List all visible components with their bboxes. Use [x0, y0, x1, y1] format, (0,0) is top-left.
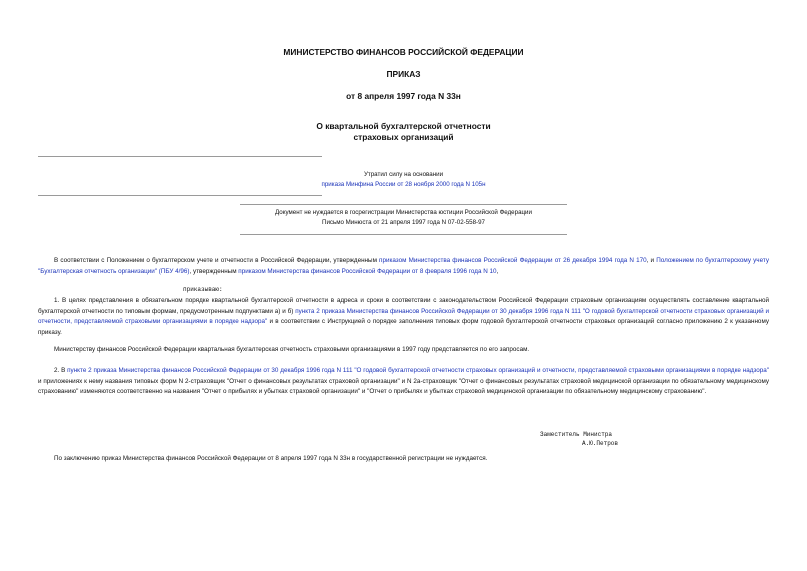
order-111-clause-2-link[interactable]: пункте 2 приказа Министерства финансов Российской Федерации от 30 декабря 1996 года N 111 "О годовой бухгалтерской отчетности страховых организаций и отчетности, представляемой страховыми организациями в порядке надзора" [67, 367, 769, 374]
ministry-heading: МИНИСТЕРСТВО ФИНАНСОВ РОССИЙСКОЙ ФЕДЕРАЦИИ [283, 47, 524, 57]
registration-note-line-1: Документ не нуждается в госрегистрации Министерства юстиции Российской Федерации [275, 209, 532, 216]
doc-date-number: от 8 апреля 1997 года N 33н [346, 91, 461, 101]
signature-name: А.Ю.Петров [582, 440, 619, 447]
pbu-4-96-link[interactable]: Положением по бухгалтерскому учету "Бухгалтерская отчетность организации" (ПБУ 4/96) [38, 257, 769, 275]
intro-text: , утвержденным [189, 267, 239, 275]
order-word: приказываю: [183, 286, 223, 293]
conclusion-paragraph: По заключению приказ Министерства финансов Российской Федерации от 8 апреля 1997 года N 33н в государственной регистрации не нуждается. [54, 455, 488, 462]
paragraph-text: и в соответствии с Инструкцией о порядке заполнения типовых форм годовой бухгалтерской отчетности страховых организаций согласно приложению 2 к указанному приказу. [38, 318, 769, 336]
divider [240, 204, 567, 205]
repeal-order-link[interactable]: приказа Минфина России от 28 ноября 2000 года N 105н [321, 181, 486, 188]
order-111-link[interactable]: пункта 2 приказа Министерства финансов Российской Федерации от 30 декабря 1996 года N 111 "О годовой бухгалтерской отчетности страховых организаций и отчетности, представляемой страховыми организациями в порядке надзора" [38, 307, 769, 325]
divider [240, 234, 567, 235]
order-10-link[interactable]: приказом Министерства финансов Российской Федерации от 8 февраля 1996 года N 10 [238, 267, 497, 275]
doc-title-line-2: страховых организаций [353, 132, 454, 142]
intro-paragraph [38, 256, 769, 277]
signature-position: Заместитель Министра [540, 431, 613, 438]
divider [38, 195, 322, 196]
doc-type-heading: ПРИКАЗ [386, 69, 421, 79]
intro-text: , и [646, 257, 657, 264]
paragraph-1 [38, 296, 769, 338]
intro-text: , [496, 267, 499, 275]
status-note: Утратил силу на основании [363, 171, 444, 178]
divider [38, 156, 322, 157]
paragraph-text: и приложениях к нему названия типовых форм N 2-страховщик "Отчет о финансовых результатах страховой организации" и N 2а-страховщик "Отчет о финансовых результатах страховой медицинской организации по обязательному медицинскому страхованию" изменяются соответственно на названия "Отчет о прибылях и убытках страховой организации" и "Отчет о прибылях и убытках страховой медицинской организации по обязательному медицинскому страхованию". [38, 377, 769, 395]
paragraph-text: 2. В [54, 367, 68, 374]
paragraph-text: 1. В целях представления в обязательном порядке квартальной бухгалтерской отчетности в адреса и сроки в соответствии с законодательством Российской Федерации страховым организациям осуществлять составление квартальной бухгалтерской отчетности по типовым формам, предусмотренным подпунктами а) и б) [38, 297, 769, 315]
doc-title-line-1: О квартальной бухгалтерской отчетности [316, 121, 491, 131]
info-paragraph: Министерству финансов Российской Федерации квартальная бухгалтерская отчетность страховыми организациями в 1997 году представляется по его запросам. [54, 346, 530, 353]
intro-text: В соответствии с Положением о бухгалтерском учете и отчетности в Российской Федерации, утвержденным [54, 257, 380, 264]
status-note-link-wrap [0, 180, 807, 190]
paragraph-2 [38, 366, 769, 398]
registration-note-line-2: Письмо Минюста от 21 апреля 1997 года N 07-02-558-97 [322, 219, 485, 226]
order-170-link[interactable]: приказом Министерства финансов Российской Федерации от 26 декабря 1994 года N 170 [379, 257, 647, 264]
